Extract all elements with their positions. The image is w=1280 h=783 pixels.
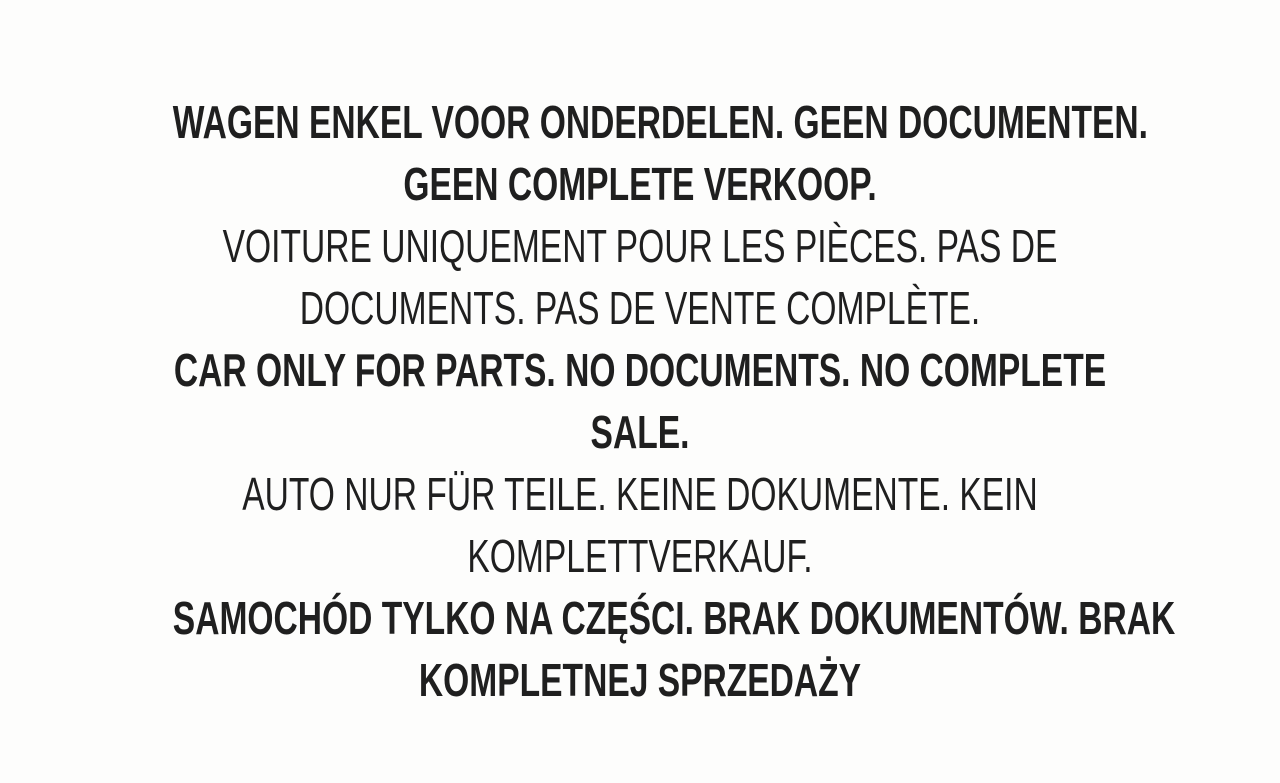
notice-line-dutch-2: GEEN COMPLETE VERKOOP. [403,158,877,210]
notice-line-german-2: KOMPLETTVERKAUF. [467,530,813,582]
notice-line-english-2: SALE. [590,406,690,458]
notice-line-dutch-1: WAGEN ENKEL VOOR ONDERDELEN. GEEN DOCUMENTEN. [172,96,1148,148]
notice-line-french-2: DOCUMENTS. PAS DE VENTE COMPLÈTE. [299,282,981,334]
notice-line-french-1: VOITURE UNIQUEMENT POUR LES PIÈCES. PAS DE [222,220,1058,272]
notice-line-english-1: CAR ONLY FOR PARTS. NO DOCUMENTS. NO COMPLETE [173,344,1107,396]
notice-line-polish-1: SAMOCHÓD TYLKO NA CZĘŚCI. BRAK DOKUMENTÓW. BRAK [172,592,1176,644]
parts-only-notice [0,91,1280,711]
notice-line-german-1: AUTO NUR FÜR TEILE. KEINE DOKUMENTE. KEIN [242,468,1038,520]
notice-line-polish-2: KOMPLETNEJ SPRZEDAŻY [418,654,862,706]
